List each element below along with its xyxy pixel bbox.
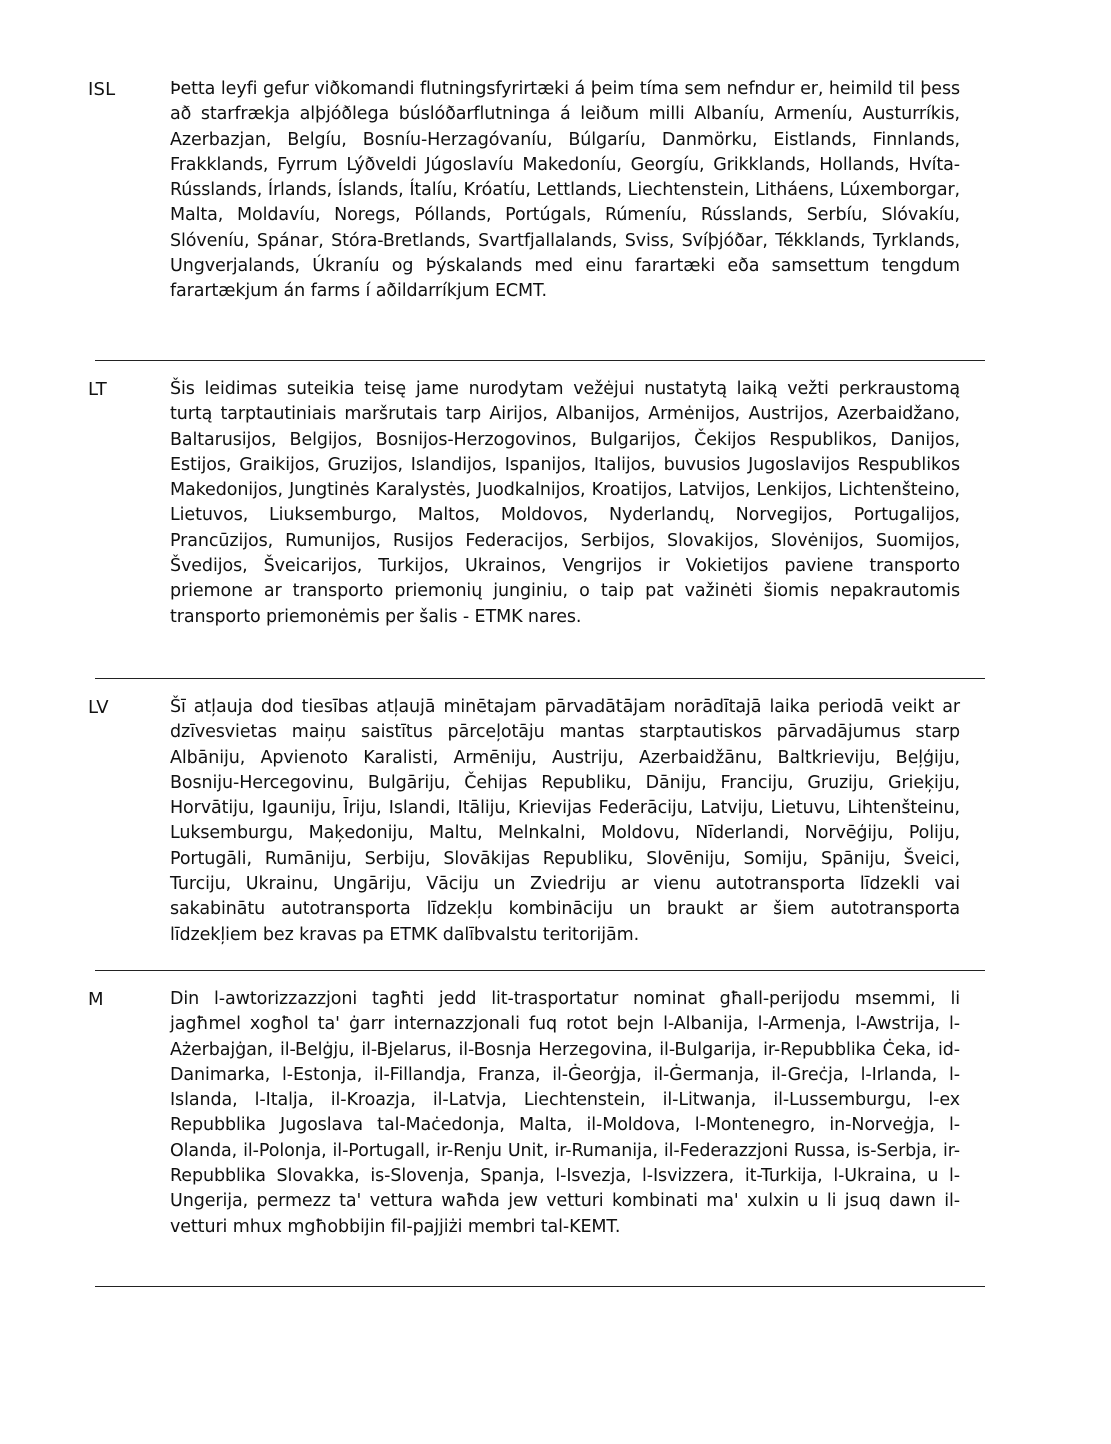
language-code: LV: [88, 697, 109, 718]
section-divider: [95, 360, 985, 361]
section-divider: [95, 970, 985, 971]
permit-text: Šī atļauja dod tiesības atļaujā minētajam pārvadātājam norādītajā laika periodā veikt ar dzīvesvietas maiņu saistītus pārceļotāju mantas starptautiskos pārvadājumus starp Albāniju, Apvienoto Karalisti, Armēniju, Austriju, Azerbaidžānu, Baltkrieviju, Beļģiju, Bosniju-Hercegovinu, Bulgāriju, Čehijas Republiku, Dāniju, Franciju, Gruziju, Grieķiju, Horvātiju, Igauniju, Īriju, Islandi, Itāliju, Krievijas Federāciju, Latviju, Lietuvu, Lihtenšteinu, Luksemburgu, Maķedoniju, Maltu, Melnkalni, Moldovu, Nīderlandi, Norvēģiju, Poliju, Portugāli, Rumāniju, Serbiju, Slovākijas Republiku, Slovēniju, Somiju, Spāniju, Šveici, Turciju, Ukrainu, Ungāriju, Vāciju un Zviedriju ar vienu autotransporta līdzekli vai sakabinātu autotransporta līdzekļu kombināciju un braukt ar šiem autotransporta līdzekļiem bez kravas pa ETMK dalībvalstu teritorijām.: [170, 697, 960, 945]
permit-text: Þetta leyfi gefur viðkomandi flutningsfyrirtæki á þeim tíma sem nefndur er, heimild til þess að starfrækja alþjóðlega búslóðarflutninga á leiðum milli Albaníu, Armeníu, Austurríkis, Azerbazjan, Belgíu, Bosníu-Herzagóvaníu, Búlgaríu, Danmörku, Eistlands, Finnlands, Frakklands, Fyrrum Lýðveldi Júgoslavíu Makedoníu, Georgíu, Grikklands, Hollands, Hvíta-Rússlands, Írlands, Íslands, Ítalíu, Króatíu, Lettlands, Liechtenstein, Litháens, Lúxemborgar, Malta, Moldavíu, Noregs, Póllands, Portúgals, Rúmeníu, Rússlands, Serbíu, Slóvakíu, Slóveníu, Spánar, Stóra-Bretlands, Svartfjallalands, Sviss, Svíþjóðar, Tékklands, Tyrklands, Ungverjalands, Úkraníu og Þýskalands med einu farartæki eða samsettum tengdum farartækjum án farms í aðildarríkjum ECMT.: [170, 79, 960, 302]
section-divider: [95, 678, 985, 679]
permit-text: Šis leidimas suteikia teisę jame nurodytam vežėjui nustatytą laiką vežti perkraustomą turtą tarptautiniais maršrutais tarp Airijos, Albanijos, Armėnijos, Austrijos, Azerbaidžano, Baltarusijos, Belgijos, Bosnijos-Herzogovinos, Bulgarijos, Čekijos Respublikos, Danijos, Estijos, Graikijos, Gruzijos, Islandijos, Ispanijos, Italijos, buvusios Jugoslavijos Respublikos Makedonijos, Jungtinės Karalystės, Juodkalnijos, Kroatijos, Latvijos, Lenkijos, Lichtenšteino, Lietuvos, Liuksemburgo, Maltos, Moldovos, Nyderlandų, Norvegijos, Portugalijos, Prancūzijos, Rumunijos, Rusijos Federacijos, Serbijos, Slovakijos, Slovėnijos, Suomijos, Švedijos, Šveicarijos, Turkijos, Ukrainos, Vengrijos ir Vokietijos paviene transporto priemone ar transporto priemonių junginiu, o taip pat važinėti šiomis nepakrautomis transporto priemonėmis per šalis - ETMK nares.: [170, 379, 960, 627]
language-code: ISL: [88, 79, 116, 100]
section-divider: [95, 1286, 985, 1287]
language-code: M: [88, 989, 104, 1010]
language-code: LT: [88, 379, 107, 400]
permit-text: Din l-awtorizzazzjoni tagħti jedd lit-trasportatur nominat għall-perijodu msemmi, li jagħmel xogħol ta' ġarr internazzjonali fuq rotot bejn l-Albanija, l-Armenja, l-Awstrija, l-Ażerbajġan, il-Belġju, il-Bjelarus, il-Bosnja Herzegovina, il-Bulgarija, ir-Repubblika Ċeka, id-Danimarka, l-Estonja, il-Fillandja, Franza, il-Ġeorġja, il-Ġermanja, il-Greċja, l-Irlanda, l-Islanda, l-Italja, il-Kroazja, il-Latvja, Liechtenstein, il-Litwanja, il-Lussemburgu, l-ex Repubblika Jugoslava tal-Maċedonja, Malta, il-Moldova, l-Montenegro, in-Norveġja, l-Olanda, il-Polonja, il-Portugall, ir-Renju Unit, ir-Rumanija, il-Federazzjoni Russa, is-Serbja, ir-Repubblika Slovakka, is-Slovenja, Spanja, l-Isvezja, l-Isvizzera, it-Turkija, l-Ukraina, u l-Ungerija, permezz ta' vettura waħda jew vetturi kombinati ma' xulxin u li jsuq dawn il-vetturi mhux mgħobbijin fil-pajjiżi membri tal-KEMT.: [170, 989, 960, 1237]
